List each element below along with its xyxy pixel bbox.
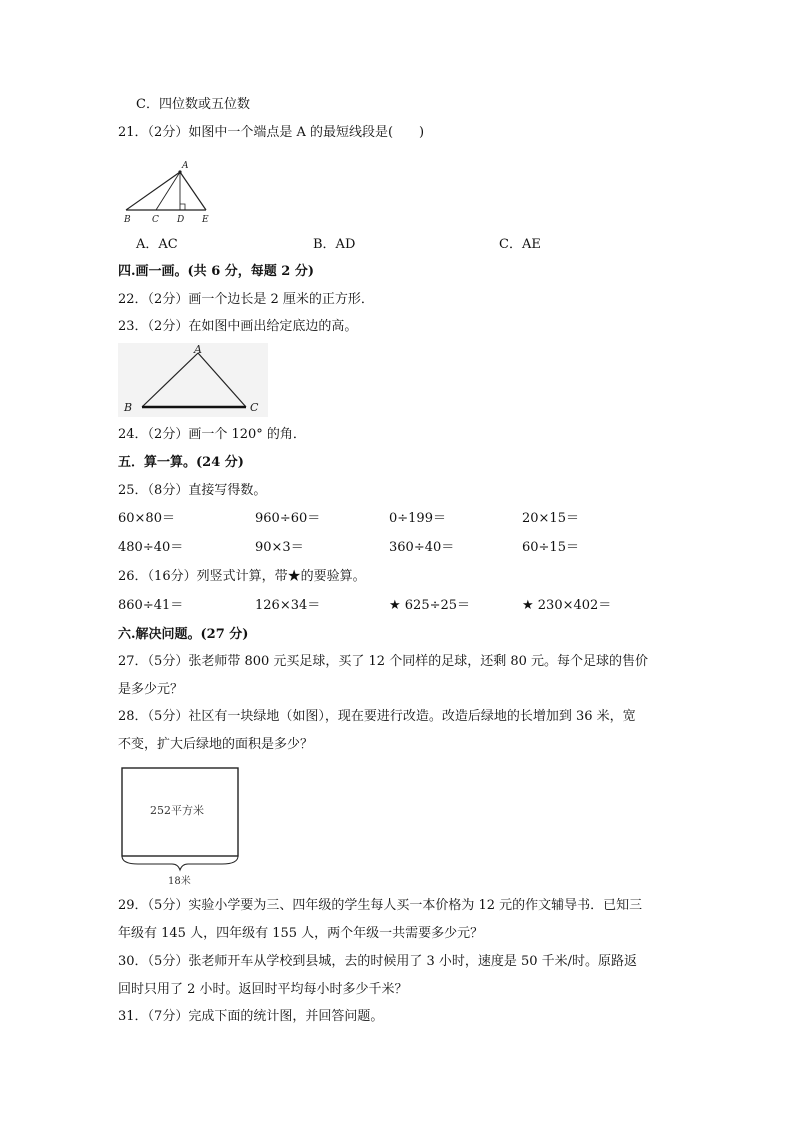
q21-label-e: E: [202, 215, 209, 225]
q31-stem: 31．（7分）完成下面的统计图，并回答问题。: [118, 1009, 384, 1024]
q21-option-c: C．AE: [499, 237, 541, 252]
q23-label-a: A: [194, 343, 202, 356]
q21-label-d: D: [177, 215, 185, 225]
q26-item: ★ 625÷25＝: [389, 598, 471, 613]
q28-area-label: 252平方米: [150, 804, 204, 817]
q20-option-c: C．四位数或五位数: [136, 97, 250, 112]
q26-item: ★ 230×402＝: [522, 598, 612, 613]
q21-segment-ac: [156, 172, 180, 210]
q26-stem: 26．（16分）列竖式计算，带★的要验算。: [118, 569, 366, 584]
q24-stem: 24．（2分）画一个 120° 的角．: [118, 427, 306, 442]
q28-length-brace: [122, 856, 238, 870]
section6-title: 六.解决问题。(27 分): [118, 627, 249, 642]
q21-label-a: A: [182, 161, 189, 171]
section5-title: 五．算一算。(24 分): [118, 455, 244, 470]
q23-stem: 23．（2分）在如图中画出给定底边的高。: [118, 319, 358, 334]
q21-option-a: A．AC: [136, 237, 178, 252]
q21-side-ba: [126, 172, 180, 210]
q25-item: 20×15＝: [522, 511, 579, 526]
q30-line1: 30．（5分）张老师开车从学校到县城，去的时候用了 3 小时，速度是 50 千米/时。原路返: [118, 954, 638, 969]
q25-item: 480÷40＝: [118, 540, 184, 555]
q23-triangle-figure: [118, 343, 268, 417]
q21-triangle-figure: [118, 158, 218, 226]
q28-line2: 不变，扩大后绿地的面积是多少？: [118, 737, 314, 752]
q21-label-b: B: [124, 215, 131, 225]
q25-item: 360÷40＝: [389, 540, 455, 555]
q23-label-c: C: [250, 401, 259, 414]
section4-title: 四.画一画。(共 6 分，每题 2 分): [118, 264, 315, 279]
q30-line2: 回时只用了 2 小时。返回时平均每小时多少千米？: [118, 982, 408, 997]
q23-label-b: B: [124, 401, 133, 414]
q28-line1: 28．（5分）社区有一块绿地（如图），现在要进行改造。改造后绿地的长增加到 36 米，宽: [118, 709, 636, 724]
q27-line2: 是多少元？: [118, 682, 184, 697]
q25-item: 60×80＝: [118, 511, 175, 526]
q28-green-area-figure: [118, 764, 246, 888]
q25-stem: 25．（8分）直接写得数。: [118, 483, 267, 498]
q25-item: 0÷199＝: [389, 511, 446, 526]
q21-label-c: C: [152, 215, 159, 225]
q21-stem: 21．（2分）如图中一个端点是 A 的最短线段是( ): [118, 125, 425, 140]
q29-line2: 年级有 145 人，四年级有 155 人，两个年级一共需要多少元？: [118, 926, 484, 941]
q26-item: 860÷41＝: [118, 598, 184, 613]
q25-item: 960÷60＝: [255, 511, 321, 526]
q21-option-b: B．AD: [313, 237, 356, 252]
q25-item: 90×3＝: [255, 540, 304, 555]
q28-length-label: 18米: [168, 876, 191, 887]
q25-item: 60÷15＝: [522, 540, 579, 555]
q22-stem: 22．（2分）画一个边长是 2 厘米的正方形．: [118, 292, 374, 307]
q27-line1: 27．（5分）张老师带 800 元买足球，买了 12 个同样的足球，还剩 80 元。每个足球的售价: [118, 654, 649, 669]
q29-line1: 29．（5分）实验小学要为三、四年级的学生每人买一本价格为 12 元的作文辅导书．已知三: [118, 898, 643, 913]
q26-item: 126×34＝: [255, 598, 321, 613]
q21-right-angle-mark: [180, 204, 185, 210]
